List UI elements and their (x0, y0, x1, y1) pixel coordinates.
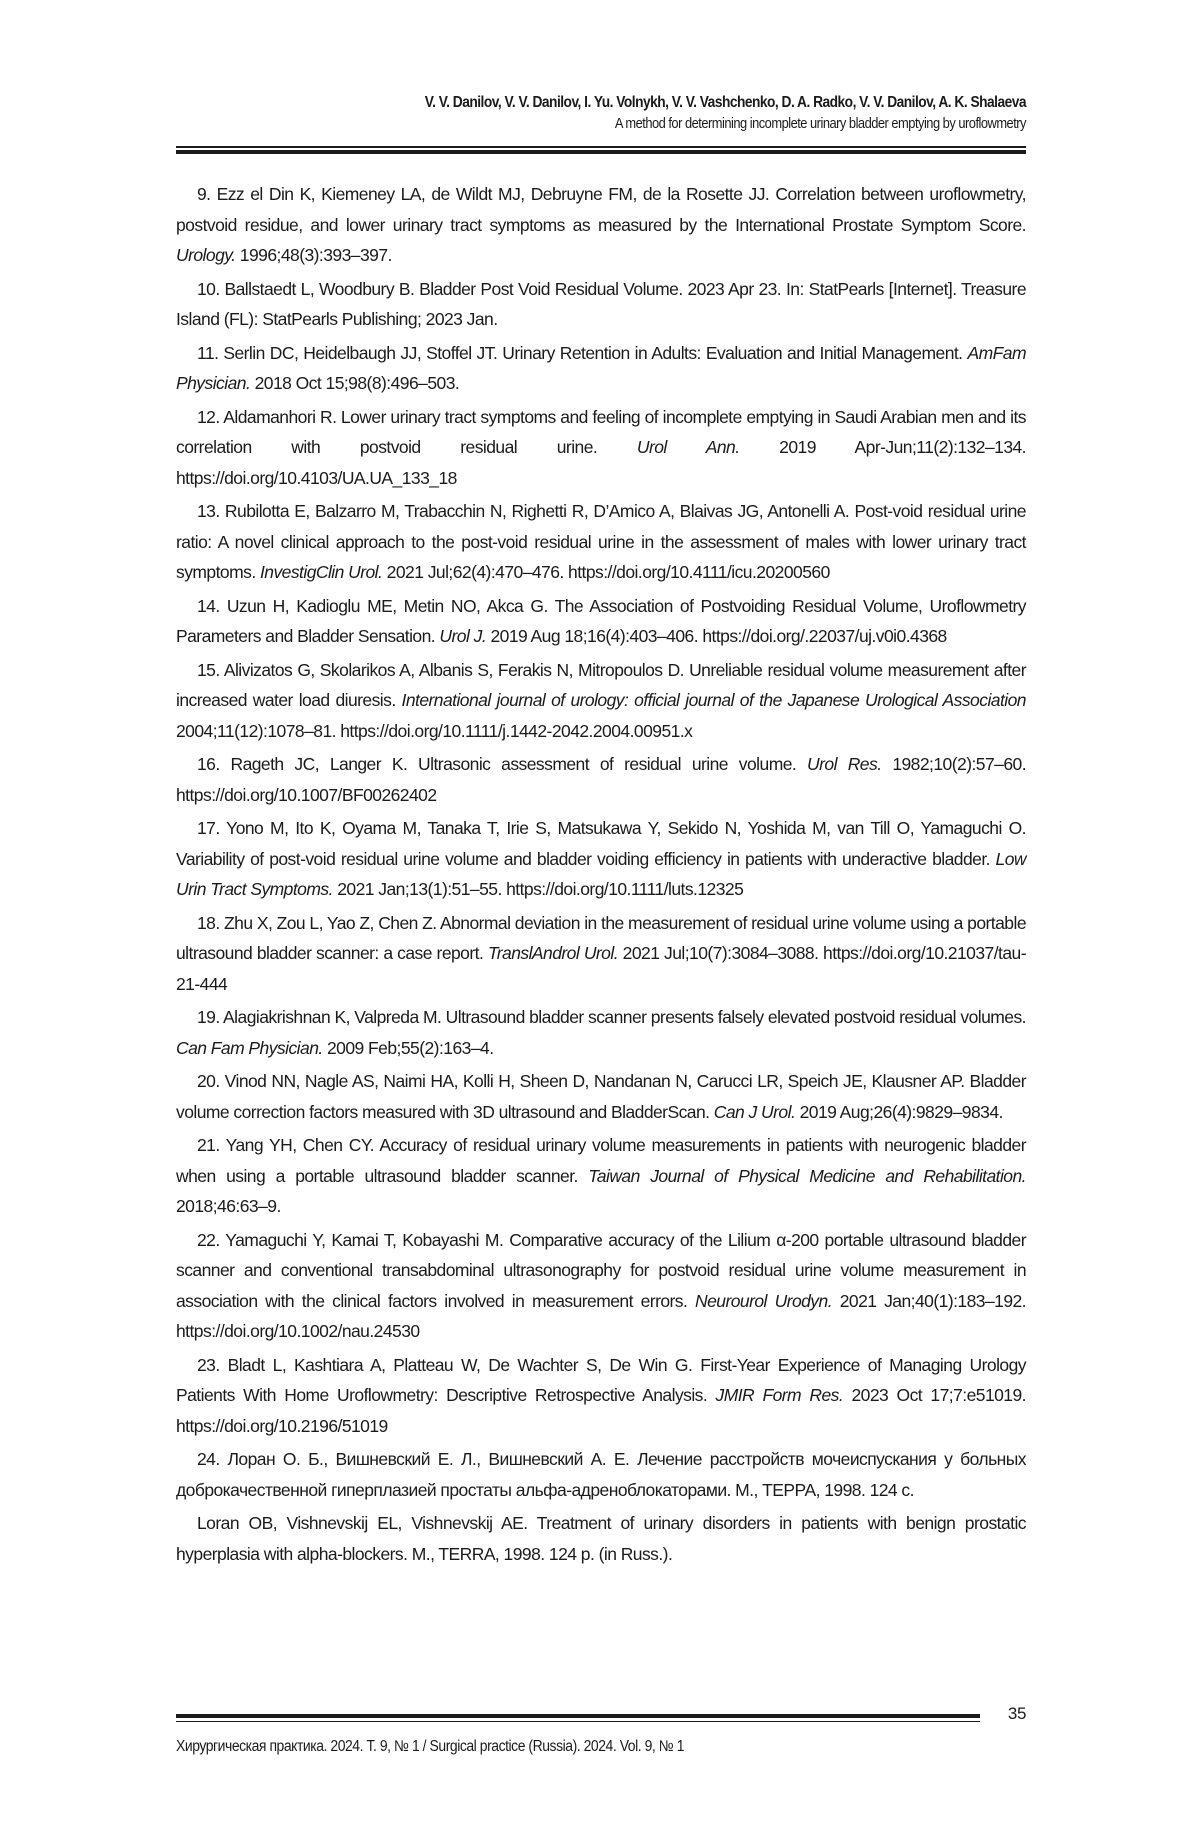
footer-rule-thin (176, 1721, 980, 1722)
journal-name: Can Fam Physician. (176, 1037, 323, 1058)
journal-name: Urology. (176, 245, 236, 265)
journal-name: Neurourol Urodyn. (695, 1290, 833, 1311)
reference-list (176, 179, 1026, 1572)
reference-item-translation: Loran OB, Vishnevskij EL, Vishnevskij AE. Treatment of urinary disorders in patients with benign prostatic hyperplasia with alpha-blockers. M., TERRA, 1998. 124 p. (in Russ.). (176, 1513, 1026, 1564)
header-article-title: A method for determining incomplete urinary bladder emptying by uroflowmetry (614, 115, 1026, 132)
reference-item: 19. Alagiakrishnan K, Valpreda M. Ultrasound bladder scanner presents falsely elevated postvoid residual volumes. Can Fam Physician. 2009 Feb;55(2):163–4. (176, 1007, 1026, 1058)
reference-item: 18. Zhu X, Zou L, Yao Z, Chen Z. Abnormal deviation in the measurement of residual urine volume using a portable ultrasound bladder scanner: a case report. TranslAndrol Urol. 2021 Jul;10(7):3084–3088. https://doi.org/10.21037/tau-21-444 (176, 912, 1026, 994)
journal-name: Urol J. (439, 626, 487, 646)
journal-name: JMIR Form Res. (715, 1385, 844, 1405)
page-number: 35 (1007, 1704, 1026, 1723)
journal-name: AmFam Physician. (176, 342, 1026, 393)
journal-name: International journal of urology: official journal of the Japanese Urological Association (401, 690, 1026, 710)
reference-item: 16. Rageth JC, Langer K. Ultrasonic assessment of residual urine volume. Urol Res. 1982;10(2):57–60. https://doi.org/10.1007/BF00262402 (176, 754, 1027, 805)
reference-item: 15. Alivizatos G, Skolarikos A, Albanis S, Ferakis N, Mitropoulos D. Unreliable residual volume measurement after increased water load diuresis. International journal of urology: official journal of the Japanese Urological Association 2004;11(12):1078–81. https://doi.org/10.1111/j.1442-2042.2004.00951.x (176, 659, 1026, 741)
reference-item: 11. Serlin DC, Heidelbaugh JJ, Stoffel JT. Urinary Retention in Adults: Evaluation and Initial Management. AmFam Physician. 2018 Oct 15;98(8):496–503. (176, 342, 1026, 393)
journal-name: Can J Urol. (713, 1101, 796, 1122)
header-authors: V. V. Danilov, V. V. Danilov, I. Yu. Volnykh, V. V. Vashchenko, D. A. Radko, V. V. Danilov, A. K. Shalaeva (424, 94, 1026, 111)
reference-item: 24. Лоран О. Б., Вишневский Е. Л., Вишневский А. Е. Лечение расстройств мочеиспускания у больных доброкачественной гиперплазией простаты альфа-адреноблокаторами. М., ТЕРРА, 1998. 124 с. (176, 1449, 1026, 1500)
reference-item: 9. Ezz el Din K, Kiemeney LA, de Wildt MJ, Debruyne FM, de la Rosette JJ. Correlation between uroflowmetry, postvoid residue, and lower urinary tract symptoms as measured by the International Prostate Symptom Score. Urology. 1996;48(3):393–397. (176, 184, 1026, 265)
reference-item: 21. Yang YH, Chen CY. Accuracy of residual urinary volume measurements in patients with neurogenic bladder when using a portable ultrasound bladder scanner. Taiwan Journal of Physical Medicine and Rehabilitation. 2018;46:63–9. (176, 1135, 1026, 1216)
reference-item: 17. Yono M, Ito K, Oyama M, Tanaka T, Irie S, Matsukawa Y, Sekido N, Yoshida M, van Till O, Yamaguchi O. Variability of post-void residual urine volume and bladder voiding efficiency in patients with underactive bladder. Low Urin Tract Symptoms. 2021 Jan;13(1):51–55. https://doi.org/10.1111/luts.12325 (176, 818, 1026, 899)
header-rule-thick (176, 150, 1026, 154)
reference-item: 20. Vinod NN, Nagle AS, Naimi HA, Kolli H, Sheen D, Nandanan N, Carucci LR, Speich JE, Klausner AP. Bladder volume correction factors measured with 3D ultrasound and BladderScan. Can J Urol. 2019 Aug;26(4):9829–9834. (176, 1071, 1026, 1122)
footer-rule-thick (176, 1714, 980, 1718)
journal-name: Urol Res. (807, 754, 882, 774)
journal-name: TranslAndrol Urol. (487, 943, 619, 963)
reference-item: 10. Ballstaedt L, Woodbury B. Bladder Post Void Residual Volume. 2023 Apr 23. In: StatPearls [Internet]. Treasure Island (FL): StatPearls Publishing; 2023 Jan. (176, 278, 1026, 329)
header-rule-thin (176, 146, 1026, 148)
reference-item: 13. Rubilotta E, Balzarro M, Trabacchin N, Righetti R, D’Amico A, Blaivas JG, Antonelli A. Post-void residual urine ratio: A novel clinical approach to the post-void residual urine in the assessment of males with lower urinary tract symptoms. InvestigClin Urol. 2021 Jul;62(4):470–476. https://doi.org/10.4111/icu.20200560 (176, 501, 1026, 582)
journal-name: Taiwan Journal of Physical Medicine and Rehabilitation. (588, 1165, 1026, 1186)
reference-item: 22. Yamaguchi Y, Kamai T, Kobayashi M. Comparative accuracy of the Lilium α-200 portable ultrasound bladder scanner and conventional transabdominal ultrasonography for postvoid residual urine volume measurement in association with the clinical factors involved in measurement errors. Neurourol Urodyn. 2021 Jan;40(1):183–192. https://doi.org/10.1002/nau.24530 (176, 1229, 1026, 1341)
journal-name: Urol Ann. (636, 437, 740, 457)
running-header (176, 92, 1026, 134)
journal-name: InvestigClin Urol. (259, 562, 383, 582)
reference-item: 12. Aldamanhori R. Lower urinary tract symptoms and feeling of incomplete emptying in Saudi Arabian men and its correlation with postvoid residual urine. Urol Ann. 2019 Apr-Jun;11(2):132–134. https://doi.org/10.4103/UA.UA_133_18 (176, 406, 1026, 488)
footer-journal-info: Хирургическая практика. 2024. Т. 9, № 1 / Surgical practice (Russia). 2024. Vol. 9, № 1 (176, 1738, 685, 1755)
journal-name: Low Urin Tract Symptoms. (176, 848, 1026, 899)
reference-item: 14. Uzun H, Kadioglu ME, Metin NO, Akca G. The Association of Postvoiding Residual Volume, Uroflowmetry Parameters and Bladder Sensation. Urol J. 2019 Aug 18;16(4):403–406. https://doi.org/.22037/uj.v0i0.4368 (176, 595, 1026, 646)
reference-item: 23. Bladt L, Kashtiara A, Platteau W, De Wachter S, De Win G. First-Year Experience of Managing Urology Patients With Home Uroflowmetry: Descriptive Retrospective Analysis. JMIR Form Res. 2023 Oct 17;7:e51019. https://doi.org/10.2196/51019 (176, 1354, 1026, 1436)
